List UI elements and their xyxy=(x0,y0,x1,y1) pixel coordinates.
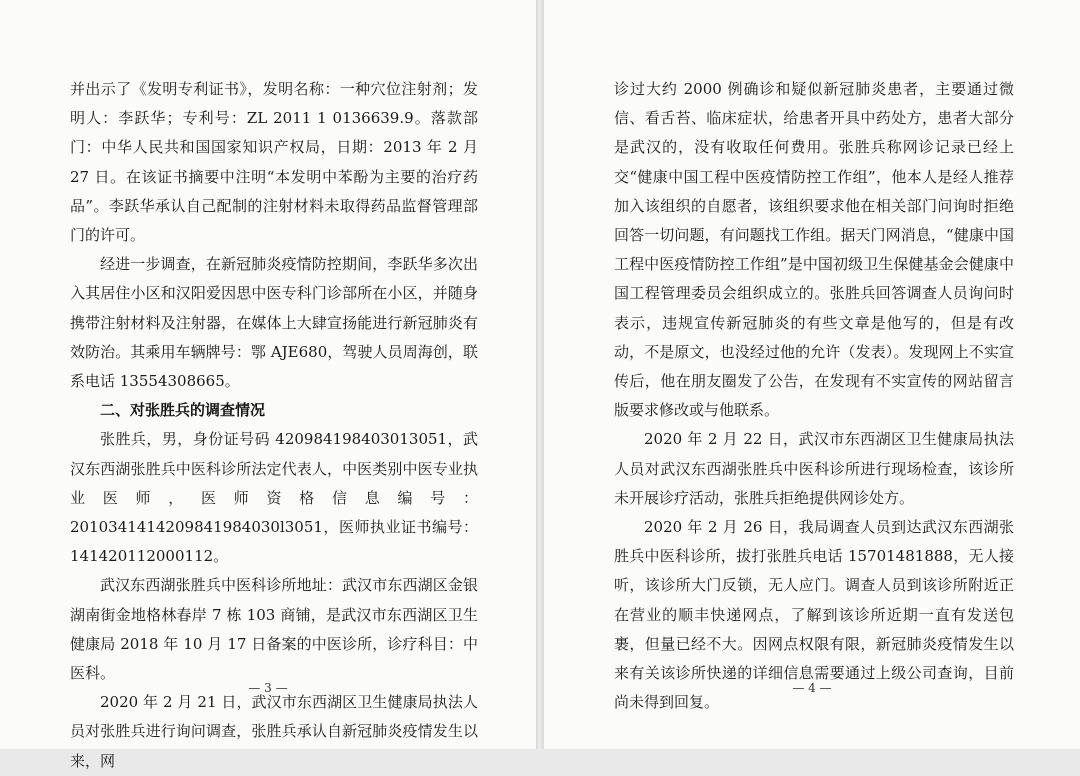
page-3-body xyxy=(70,75,478,776)
page-number-4: — 4 — xyxy=(792,681,832,695)
paragraph-online-consultation: 诊过大约 2000 例确诊和疑似新冠肺炎患者，主要通过微信、看舌苔、临床症状，给患者开具中药处方，患者大部分是武汉的，没有收取任何费用。张胜兵称网诊记录已经上交“健康中国工程中医疫情防控工作组”，他本人是经人推荐加入该组织的自愿者，该组织要求他在相关部门问询时拒绝回答一切问题，有问题找工作组。据天门网消息，“健康中国工程中医疫情防控工作组”是中国初级卫生保健基金会健康中国工程管理委员会组织成立的。张胜兵回答调查人员询问时表示，违规宣传新冠肺炎的有些文章是他写的，但是有改动，不是原文，也没经过他的允许（发表）。发现网上不实宣传后，他在朋友圈发了公告，在发现有不实宣传的网站留言版要求修改或与他联系。 xyxy=(614,80,1014,420)
page-3 xyxy=(0,0,536,770)
page-4 xyxy=(544,0,1080,749)
section-heading-zhang-shengbing: 二、对张胜兵的调查情况 xyxy=(100,401,266,420)
paragraph-clinic-address: 武汉东西湖张胜兵中医科诊所地址：武汉市东西湖区金银湖南街金地格林春岸 7 栋 103 商铺，是武汉市东西湖区卫生健康局 2018 年 10 月 17 日备案的中医诊所，诊疗科目：中医科。 xyxy=(70,576,478,683)
paragraph-zhang-identity: 张胜兵，男，身份证号码 420984198403013051，武汉东西湖张胜兵中医科诊所法定代表人，中医类别中医专业执业医师，医师资格信息编号：2010341414209841984030l3051，医师执业证书编号：141420112000112。 xyxy=(70,430,478,566)
paragraph-feb-22-inspection: 2020 年 2 月 22 日，武汉市东西湖区卫生健康局执法人员对武汉东西湖张胜兵中医科诊所进行现场检查，该诊所未开展诊疗活动，张胜兵拒绝提供网诊处方。 xyxy=(614,430,1014,507)
paragraph-further-investigation: 经进一步调查，在新冠肺炎疫情防控期间，李跃华多次出入其居住小区和汉阳爱因思中医专科门诊部所在小区，并随身携带注射材料及注射器，在媒体上大肆宣扬能进行新冠肺炎有效防治。其乘用车辆牌号：鄂 AJE680，驾驶人员周海创，联系电话 13554308665。 xyxy=(70,255,478,391)
page-number-3: — 3 — xyxy=(248,681,288,695)
page-4-body xyxy=(614,75,1014,717)
paragraph-patent-certificate: 并出示了《发明专利证书》，发明名称：一种穴位注射剂；发明人：李跃华；专利号：ZL 2011 1 0136639.9。落款部门：中华人民共和国国家知识产权局，日期：2013 年 2 月 27 日。在该证书摘要中注明“本发明中苯酚为主要的治疗药品”。李跃华承认自己配制的注射材料未取得药品监督管理部门的许可。 xyxy=(70,80,478,245)
book-gutter xyxy=(536,0,544,749)
paragraph-feb-26-visit: 2020 年 2 月 26 日，我局调查人员到达武汉东西湖张胜兵中医科诊所，拔打张胜兵电话 15701481888，无人接听，该诊所大门反锁，无人应门。调查人员到该诊所附近正在营业的顺丰快递网点，了解到该诊所近期一直有发送包裹，但量已经不大。因网点权限有限，新冠肺炎疫情发生以来有关该诊所快递的详细信息需要通过上级公司查询，目前尚未得到回复。 xyxy=(614,518,1014,712)
paragraph-feb-21-inquiry: 2020 年 2 月 21 日，武汉市东西湖区卫生健康局执法人员对张胜兵进行询问调查，张胜兵承认自新冠肺炎疫情发生以来，网 xyxy=(70,693,478,770)
